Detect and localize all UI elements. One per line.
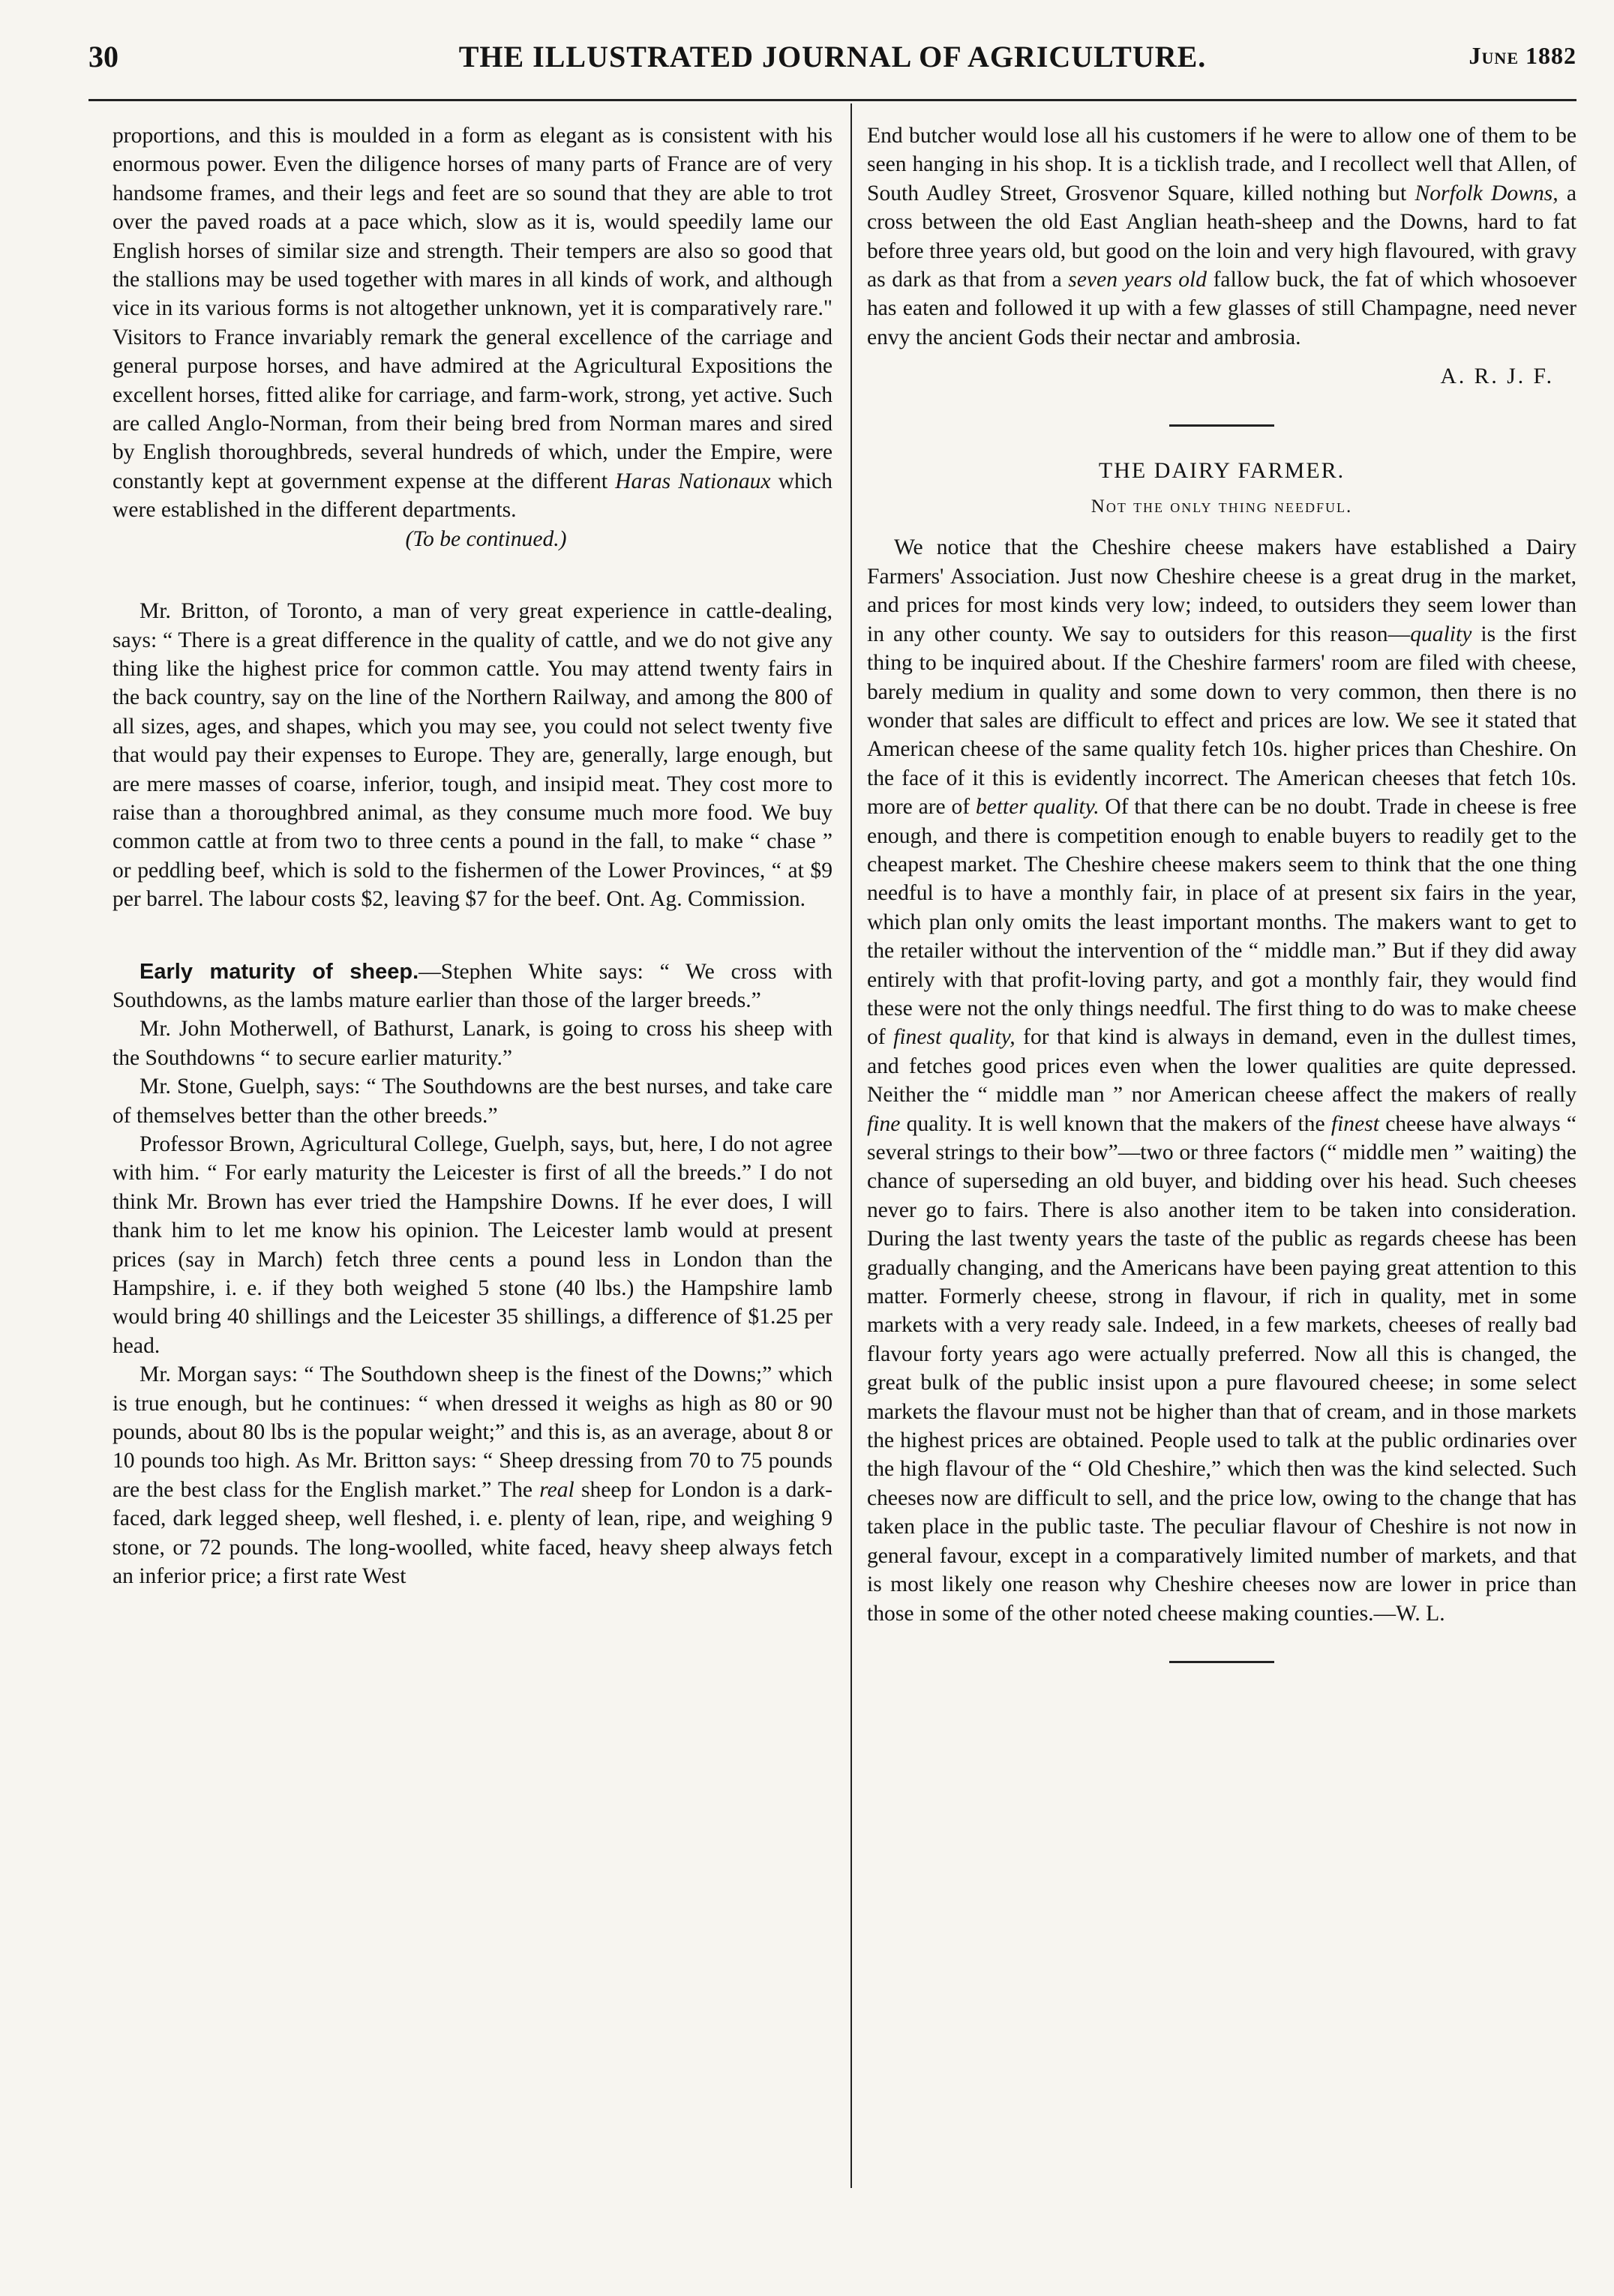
sheep-paragraph: Mr. Stone, Guelph, says: “ The Southdowns are the best nurses, and take care of themselves better than the other breeds.”	[112, 1075, 832, 1128]
issue-date: June 1882	[1468, 42, 1576, 69]
britton-article: Mr. Britton, of Toronto, a man of very great experience in cattle-dealing, says: “ There is a great difference in the quality of cattle, and we do not give any thing like the highest price for common cattle. You may attend twenty fairs in the back country, say on the line of the Northern Railway, and among the 800 of all sizes, ages, and shapes, which you may see, you could not select twenty five that would pay their expenses to Europe. They are, generally, large enough, but are mere masses of coarse, inferior, tough, and insipid meat. They cost more to raise than a thoroughbred animal, as they consume much more food. We buy common cattle at from two to three cents a pound in the fall, to make “ chase ” or peddling beef, which is sold to the fishermen of the Lower Provinces, “ at $9 per barrel. The labour costs $2, leaving $7 for the beef. Ont. Ag. Commission.	[112, 599, 832, 912]
dairy-subtitle: Not the only thing needful.	[1090, 496, 1353, 517]
sheep-paragraph: Professor Brown, Agricultural College, Guelph, says, but, here, I do not agree with him. “ For early maturity the Leicester is first of all the breeds.” I do not think Mr. Brown has ever tried the Hampshire Downs. If he ever does, I will thank him to let me know his opinion. The Leicester lamb would at present prices (say in March) fetch three cents a pound less in London than the Hampshire, i. e. if they both weighed 5 stone (40 lbs.) the Hampshire lamb would bring 40 shillings and the Leicester 35 shillings, a difference of $1.25 per head.	[112, 1132, 832, 1358]
dairy-title: THE DAIRY FARMER.	[1098, 457, 1346, 483]
horses-article-continued: proportions, and this is moulded in a form as elegant as is consistent with his enormous power. Even the diligence horses of many parts of France are of very handsome frames, and their legs and feet are so sound that they are able to trot over the paved roads at a pace which, slow as it is, would speedily lame our English horses of similar size and strength. Their tempers are also so good that the stallions may be used together with mares in all kinds of work, and although vice in its various forms is not altogether unknown, yet it is comparatively rare." Visitors to France invariably remark the general excellence of the carriage and general purpose horses, and have admired at the Agricultural Expositions the excellent horses, fitted alike for carriage, and farm-work, strong, yet active. Such are called Anglo-Norman, from their being bred from Norman mares and sired by English thoroughbreds, several hundreds of which, under the Empire, were constantly kept at government expense at the different Haras Nationaux which were established in the different departments.	[112, 124, 832, 523]
signature: A. R. J. F.	[1440, 364, 1554, 389]
to-be-continued: (To be continued.)	[405, 526, 567, 551]
sheep-heading: Early maturity of sheep.	[140, 959, 419, 984]
sheep-article-lead: Early maturity of sheep.—Stephen White says: “ We cross with Southdowns, as the lambs mature earlier than those of the larger breeds.”	[112, 959, 832, 1012]
column-divider	[850, 103, 852, 2188]
sheep-article-continued: End butcher would lose all his customers if he were to allow one of them to be seen hanging in his shop. It is a ticklish trade, and I recollect well that Allen, of South Audley Street, Grosvenor Square, killed nothing but Norfolk Downs, a cross between the old East Anglian heath-sheep and the Downs, hard to fat before three years old, but good on the loin and very high flavoured, with gravy as dark as that from a seven years old fallow buck, the fat of which whosoever has eaten and followed it up with a few glasses of still Champagne, need never envy the ancient Gods their nectar and ambrosia.	[867, 124, 1576, 349]
page-number: 30	[88, 40, 118, 73]
section-rule	[1169, 424, 1274, 427]
left-column	[112, 121, 832, 1591]
header-rule	[88, 99, 1576, 101]
right-column	[867, 121, 1576, 1693]
sheep-paragraph: Mr. John Motherwell, of Bathurst, Lanark, is going to cross his sheep with the Southdowns “ to secure earlier maturity.”	[112, 1017, 832, 1070]
dairy-article: We notice that the Cheshire cheese makers have established a Dairy Farmers' Association. Just now Cheshire cheese is a great drug in the market, and prices for most kinds very low; indeed, to outsiders they seem lower than in any other county. We say to outsiders for this reason—quality is the first thing to be inquired about. If the Cheshire farmers' room are filed with cheese, barely medium in quality and some down to very common, then there is no wonder that sales are difficult to effect and prices are low. We see it stated that American cheese of the same quality fetch 10s. higher prices than Cheshire. On the face of it this is evidently incorrect. The American cheeses that fetch 10s. more are of better quality. Of that there can be no doubt. Trade in cheese is free enough, and there is competition enough to enable buyers to readily get to the cheapest market. The Cheshire cheese makers seem to think that the one thing needful is to have a monthly fair, in place of at present six fairs in the year, which plan only omits the least important months. The makers want to get to the retailer without the intervention of the “ middle man.” But if they did away entirely with that profit-loving party, and got a monthly fair, they would find these were not the only things needful. The first thing to do was to make cheese of finest quality, for that kind is always in demand, even in the dullest times, and fetches good prices even when the lower qualities are quite depressed. Neither the “ middle man ” nor American cheese affect the makers of really fine quality. It is well known that the makers of the finest cheese have always “ several strings to their bow”—two or three factors (“ middle men ” waiting) the chance of superseding an old buyer, and bidding over his head. Such cheeses never go to fairs. There is also another item to be taken into consideration. During the last twenty years the taste of the public as regards cheese has been gradually changing, and the Americans have been paying great attention to this matter. Formerly cheese, strong in flavour, if rich in quality, met in some markets with a very ready sale. Indeed, in a few markets, cheeses of really bad flavour forty years ago were actually preferred. Now all this is changed, the great bulk of the public insist upon a pure flavoured cheese; in some select markets the flavour must not be higher than that of cream, and in those markets the highest prices are obtained. People used to talk at the public ordinaries over the high flavour of the “ Old Cheshire,” which then was the kind selected. Such cheeses now are difficult to sell, and the price low, owing to the change that has taken place in the public taste. The peculiar flavour of Cheshire is not now in general favour, except in a comparatively limited number of markets, and that is most likely one reason why Cheshire cheeses now are lower in price than those in some of the other noted cheese making counties.—W. L.	[867, 535, 1576, 1626]
sheep-paragraph: Mr. Morgan says: “ The Southdown sheep is the finest of the Downs;” which is true enough, but he continues: “ when dressed it weighs as high as 80 or 90 pounds, about 80 lbs is the popular weight;” and this is, as an average, about 8 or 10 pounds too high. As Mr. Britton says: “ Sheep dressing from 70 to 75 pounds are the best class for the English market.” The real sheep for London is a dark-faced, dark legged sheep, well fleshed, i. e. plenty of lean, ripe, and weighing 9 stone, or 72 pounds. The long-woolled, white faced, heavy sheep always fetch an inferior price; a first rate West	[112, 1362, 832, 1589]
journal-title: THE ILLUSTRATED JOURNAL OF AGRICULTURE.	[458, 40, 1207, 73]
page-header	[88, 39, 1576, 76]
section-rule	[1169, 1661, 1274, 1663]
